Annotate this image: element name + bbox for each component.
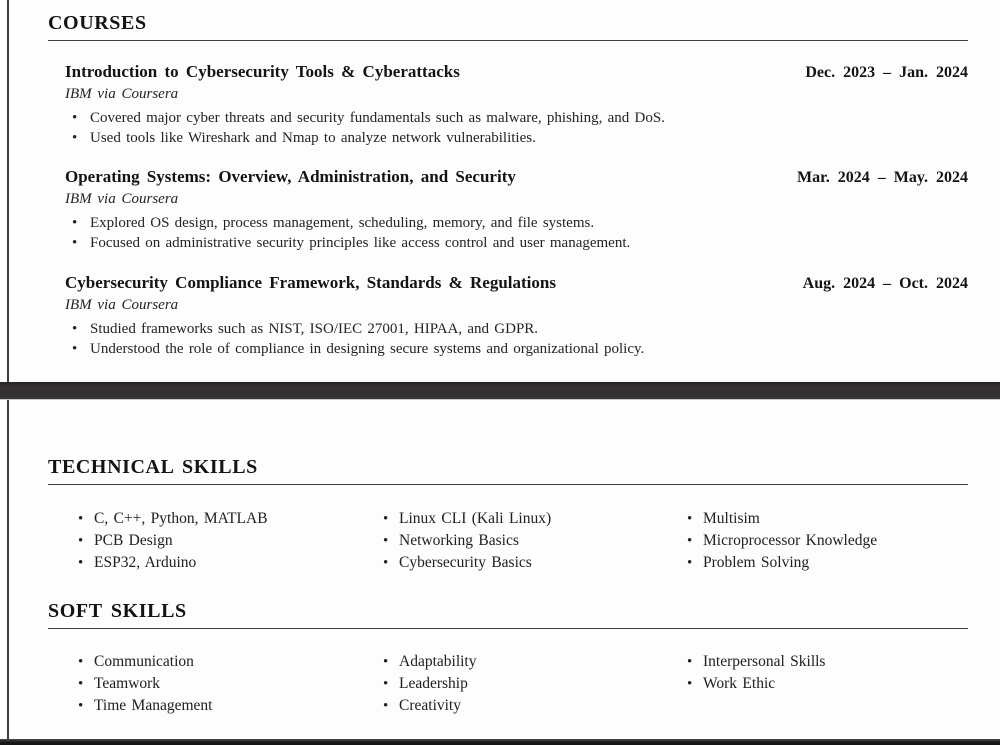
skill-text: Networking Basics: [399, 532, 519, 549]
skill-item: [71, 552, 376, 574]
bullet-icon: [78, 651, 94, 673]
course-entry-head: [65, 273, 968, 293]
course-title: Cybersecurity Compliance Framework, Standards & Regulations: [65, 273, 556, 292]
soft-skills-column: [376, 651, 680, 717]
bullet-icon: [687, 651, 703, 673]
course-bullet-text: Focused on administrative security principles like access control and user management.: [90, 235, 631, 251]
course-bullet: [65, 339, 968, 359]
soft-skills-grid: [71, 651, 990, 717]
skill-item: [71, 673, 376, 695]
course-entry-head: [65, 62, 968, 82]
course-bullet: [65, 233, 968, 253]
technical-skills-grid: [71, 508, 990, 574]
skill-text: Teamwork: [94, 675, 161, 692]
bullet-icon: [72, 213, 90, 233]
skill-item: [680, 508, 990, 530]
course-entry: [65, 62, 968, 148]
technical-skills-column: [71, 508, 376, 574]
course-provider: IBM via Coursera: [65, 297, 179, 313]
skill-item: [376, 508, 680, 530]
soft-skills-section-heading: [48, 600, 968, 629]
course-bullet-list: [65, 319, 968, 359]
course-bullet: [65, 319, 968, 339]
bullet-icon: [72, 319, 90, 339]
technical-skills-heading-text: TECHNICAL SKILLS: [48, 456, 258, 478]
bullet-icon: [383, 695, 399, 717]
bullet-icon: [383, 508, 399, 530]
skill-item: [71, 695, 376, 717]
bullet-icon: [687, 530, 703, 552]
courses-heading-text: COURSES: [48, 12, 147, 34]
bullet-icon: [78, 673, 94, 695]
skill-text: Cybersecurity Basics: [399, 554, 532, 571]
skill-item: [71, 530, 376, 552]
skill-text: Work Ethic: [703, 675, 776, 692]
bullet-icon: [72, 339, 90, 359]
skill-item: [680, 673, 990, 695]
course-bullet-list: [65, 108, 968, 148]
course-bullet: [65, 213, 968, 233]
skill-text: Leadership: [399, 675, 468, 692]
course-entry-head: [65, 167, 968, 187]
skill-item: [376, 673, 680, 695]
skill-text: Time Management: [94, 697, 213, 714]
course-bullet-list: [65, 213, 968, 253]
course-bullet-text: Used tools like Wireshark and Nmap to analyze network vulnerabilities.: [90, 130, 536, 146]
skill-text: PCB Design: [94, 532, 173, 549]
course-entry: [65, 167, 968, 253]
skill-item: [376, 651, 680, 673]
skill-text: Communication: [94, 653, 194, 670]
course-dates: Dec. 2023 – Jan. 2024: [805, 64, 968, 81]
bullet-icon: [687, 508, 703, 530]
skill-text: Adaptability: [399, 653, 477, 670]
skill-item: [376, 530, 680, 552]
bullet-icon: [78, 530, 94, 552]
course-title: Operating Systems: Overview, Administration, and Security: [65, 167, 516, 186]
technical-skills-section-heading: [48, 456, 968, 485]
course-bullet-text: Understood the role of compliance in designing secure systems and organizational policy.: [90, 341, 645, 357]
skill-item: [376, 552, 680, 574]
skill-text: Creativity: [399, 697, 461, 714]
soft-skills-heading-text: SOFT SKILLS: [48, 600, 187, 622]
skill-item: [376, 695, 680, 717]
course-provider: IBM via Coursera: [65, 191, 179, 207]
courses-section-heading: [48, 12, 968, 41]
skill-item: [680, 651, 990, 673]
course-bullet-text: Covered major cyber threats and security fundamentals such as malware, phishing, and DoS.: [90, 110, 665, 126]
course-bullet-text: Explored OS design, process management, scheduling, memory, and file systems.: [90, 215, 595, 231]
bullet-icon: [72, 233, 90, 253]
bullet-icon: [383, 673, 399, 695]
course-provider: IBM via Coursera: [65, 86, 179, 102]
course-bullet: [65, 128, 968, 148]
skill-text: Microprocessor Knowledge: [703, 532, 878, 549]
course-bullet: [65, 108, 968, 128]
page-left-edge: [7, 0, 9, 745]
bullet-icon: [383, 552, 399, 574]
skill-text: Linux CLI (Kali Linux): [399, 510, 552, 527]
skill-item: [680, 530, 990, 552]
bullet-icon: [78, 695, 94, 717]
skill-item: [71, 651, 376, 673]
skill-text: ESP32, Arduino: [94, 554, 197, 571]
skill-item: [680, 552, 990, 574]
bullet-icon: [72, 128, 90, 148]
course-dates: Mar. 2024 – May. 2024: [797, 169, 968, 186]
bullet-icon: [383, 530, 399, 552]
course-bullet-text: Studied frameworks such as NIST, ISO/IEC 27001, HIPAA, and GDPR.: [90, 321, 539, 337]
skill-item: [71, 508, 376, 530]
course-title: Introduction to Cybersecurity Tools & Cyberattacks: [65, 62, 460, 81]
soft-skills-column: [71, 651, 376, 717]
bullet-icon: [687, 552, 703, 574]
bottom-page-edge-band: [0, 739, 1000, 745]
technical-skills-column: [376, 508, 680, 574]
soft-skills-column: [680, 651, 990, 717]
skill-text: Problem Solving: [703, 554, 810, 571]
course-dates: Aug. 2024 – Oct. 2024: [802, 275, 968, 292]
skill-text: Interpersonal Skills: [703, 653, 826, 670]
bullet-icon: [72, 108, 90, 128]
page-break-band: [0, 382, 1000, 400]
bullet-icon: [78, 508, 94, 530]
skill-text: Multisim: [703, 510, 760, 527]
skill-text: C, C++, Python, MATLAB: [94, 510, 268, 527]
bullet-icon: [687, 673, 703, 695]
course-entry: [65, 273, 968, 359]
bullet-icon: [78, 552, 94, 574]
bullet-icon: [383, 651, 399, 673]
technical-skills-column: [680, 508, 990, 574]
